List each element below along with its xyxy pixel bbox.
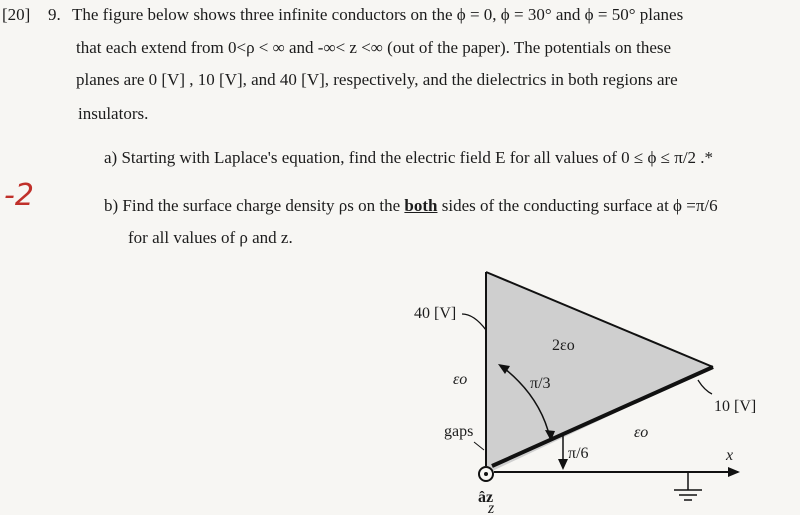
label-10v-leader	[698, 380, 712, 394]
label-az: âz	[478, 489, 494, 506]
problem-line-4: insulators.	[78, 104, 149, 123]
label-eps0-right: εo	[634, 424, 649, 441]
part-b-line-1-post: sides of the conducting surface at ϕ =π/6	[437, 196, 718, 215]
label-pi6: π/6	[568, 445, 589, 462]
part-b-line-1-pre: b) Find the surface charge density ρs on the	[104, 196, 405, 215]
label-x: x	[726, 447, 734, 464]
label-40v-leader	[462, 314, 486, 330]
label-eps0-left: εo	[453, 371, 468, 388]
pi6-arrowhead	[558, 459, 568, 470]
problem-number: 9.	[48, 5, 61, 24]
part-b-emphasis: both	[404, 196, 438, 215]
part-b-line-2: for all values of ρ and z.	[128, 228, 293, 247]
problem-line-2: that each extend from 0<ρ < ∞ and -∞< z <∞ (out of the paper). The potentials on these	[76, 38, 672, 57]
problem-points: [20]	[2, 5, 31, 24]
label-2eps0: 2εo	[552, 337, 575, 354]
label-pi3: π/3	[530, 375, 551, 392]
label-40v: 40 [V]	[414, 305, 457, 322]
grade-mark: -2	[4, 178, 34, 213]
part-a-text: a) Starting with Laplace's equation, find the electric field E for all values of 0 ≤ ϕ ≤ π/2 .*	[104, 148, 714, 167]
dielectric-region	[486, 272, 713, 474]
origin-dot	[484, 472, 488, 476]
label-gaps: gaps	[444, 423, 474, 440]
label-z: z	[488, 500, 495, 515]
problem-line-3: planes are 0 [V] , 10 [V], and 40 [V], respectively, and the dielectrics in both regions are	[76, 70, 678, 89]
label-10v: 10 [V]	[714, 398, 757, 415]
problem-line-1: The figure below shows three infinite conductors on the ϕ = 0, ϕ = 30° and ϕ = 50° planes	[72, 5, 684, 24]
x-axis-arrowhead	[728, 467, 740, 477]
gaps-leader	[474, 442, 484, 450]
